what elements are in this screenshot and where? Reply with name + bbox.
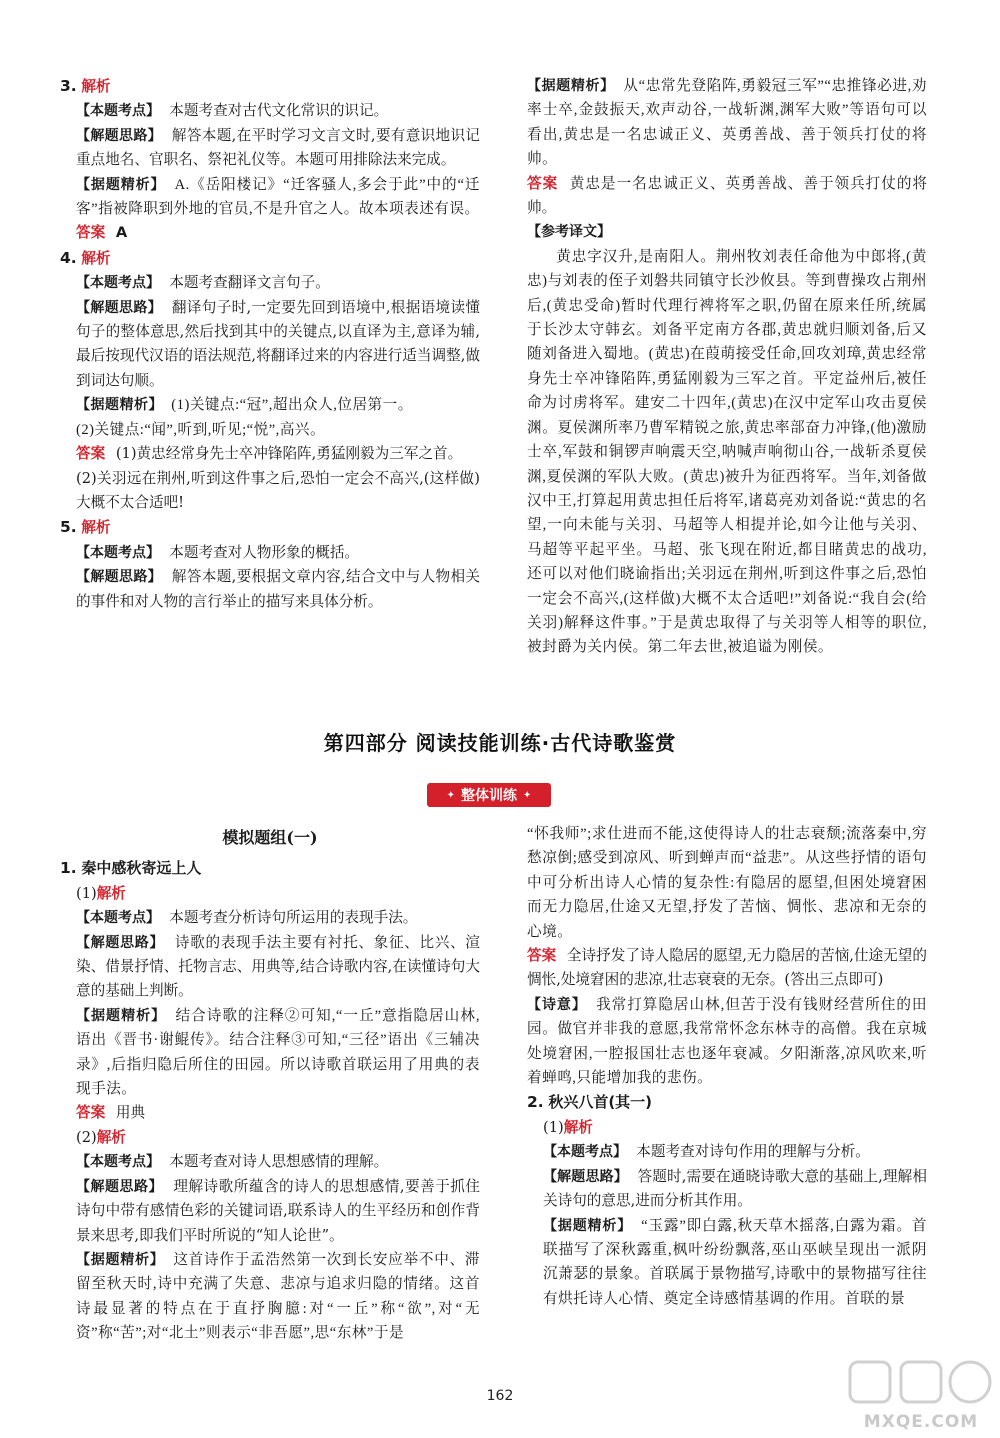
translation-text: 黄忠字汉升,是南阳人。荆州牧刘表任命他为中郎将,(黄忠)与刘表的侄子刘磐共同镇守长沙攸县。等到曹操攻占荆州后,(黄忠受命)暂时代理行裨将军之职,仍留在原来任所,统属于长沙太守韩玄。刘备平定南方各郡,黄忠就归顺刘备,后又随刘备进入蜀地。(黄忠)在葭萌接受任命,回攻刘璋,黄忠经常身先士卒冲锋陷阵,勇猛刚毅为三军之首。平定益州后,被任命为讨虏将军。建安二十四年,(黄忠)在汉中定军山攻击夏侯渊。夏侯渊所率乃曹军精锐之旅,黄忠率部奋力冲锋,(他)激励士卒,军鼓和铜锣声响震天空,呐喊声响彻山谷,一战斩杀夏侯渊,夏侯渊的军队大败。(黄忠)被升为征西将军。当年,刘备做汉中王,打算起用黄忠担任后将军,诸葛亮劝刘备说:“黄忠的名望,一向未能与关羽、马超等人相提并论,如今让他与关羽、马超等平起平坐。马超、张飞现在附近,都目睹黄忠的战功,还可以对他们晓谕指出;关羽远在荆州,听到这件事之后,恐怕一定会不高兴,(这样做)大概不太合适吧!”刘备说:“我自会(给关羽)解释这件事。”于是黄忠取得了与关羽等人相等的职位,被封爵为关内侯。第二年去世,被追谥为刚侯。 xyxy=(527,248,927,656)
p2-silu: 【解题思路】 答题时,需要在通晓诗歌大意的基础上,理解相关诗句的意思,进而分析其作用。 xyxy=(543,1167,927,1210)
q3-jingxi: 【据题精析】 A.《岳阳楼记》“迁客骚人,多会于此”中的“迁客”指被降职到外地的官员,不是升官之人。故本项表述有误。 xyxy=(76,176,481,218)
q4-heading: 4. 解析 xyxy=(60,248,111,267)
p1-sub2: (2)解析 xyxy=(76,1128,126,1146)
p1-silu2: 【解题思路】 理解诗歌所蕴含的诗人的思想感情,要善于抓住诗句中带有感情色彩的关键词语,联系诗人的生平经历和创作背景来思考,即我们平时所说的“知人论世”。 xyxy=(76,1177,480,1244)
diamond-icon: ✦ xyxy=(446,789,455,801)
p1-jingxi2-cont: “怀我师”;求仕进而不能,这使得诗人的壮志衰颓;流落秦中,穷愁凉倒;感受到凉风、听到蝉声而“益悲”。从这些抒情的语句中可分析出诗人心情的复杂性:有隐居的愿望,但困处境窘困而无力隐居,仕途又无望,抒发了苦恼、惆怅、悲凉和无奈的心境。 xyxy=(527,826,927,940)
banner-label: 整体训练 xyxy=(461,788,517,804)
q3-kaodian: 【本题考点】 本题考查对古代文化常识的识记。 xyxy=(76,102,389,120)
p2-kaodian: 【本题考点】 本题考查对诗句作用的理解与分析。 xyxy=(543,1143,870,1161)
p1-answer: 答案 用典 xyxy=(76,1104,146,1122)
q5-jingxi: 【据题精析】 从“忠常先登陷阵,勇毅冠三军”“忠推锋必进,劝率士卒,金鼓振天,欢声动谷,一战斩渊,渊军大败”等语句可以看出,黄忠是一名忠诚正义、英勇善战、善于领兵打仗的将帅。 xyxy=(527,78,928,168)
p2-jingxi: 【据题精析】 “玉露”即白露,秋天草木摇落,白露为霜。首联描写了深秋露重,枫叶纷纷飘落,巫山巫峡呈现出一派阴沉萧瑟的景象。首联属于景物描写,诗歌中的景物描写往往有烘托诗人心情、奠定全诗感情基调的作用。首联的景 xyxy=(543,1217,927,1307)
q3-answer: 答案 A xyxy=(76,224,128,242)
diamond-icon: ✦ xyxy=(523,789,532,801)
q4-answer-2: (2)关羽远在荆州,听到这件事之后,恐怕一定会不高兴,(这样做)大概不太合适吧! xyxy=(76,469,480,511)
q4-jingxi: 【据题精析】 (1)关键点:“冠”,超出众人,位居第一。 xyxy=(76,397,413,414)
group-title: 模拟题组(一) xyxy=(222,828,318,847)
p1-jingxi2: 【据题精析】 这首诗作于孟浩然第一次到长安应举不中、滞留至秋天时,诗中充满了失意、悲凉与追求归隐的情绪。这首诗最显著的特点在于直抒胸臆:对“一丘”称“欲”,对“无资”称“苦”;对“北土”则表示“非吾愿”,思“东林”于是 xyxy=(76,1251,480,1342)
page-number: 162 xyxy=(486,1388,514,1404)
watermark xyxy=(846,1356,996,1432)
q3-heading: 3. 解析 xyxy=(60,77,111,95)
watermark-text: MXQE.COM xyxy=(863,1412,979,1432)
p1-sub1: (1)解析 xyxy=(76,884,126,902)
right-column-bottom xyxy=(527,822,927,1311)
right-column-top xyxy=(527,74,927,660)
left-column-top xyxy=(60,74,480,614)
left-column-bottom xyxy=(60,822,480,1346)
p1-silu: 【解题思路】 诗歌的表现手法主要有衬托、象征、比兴、渲染、借景抒情、托物言志、用典等,结合诗歌内容,在读懂诗句大意的基础上判断。 xyxy=(76,933,481,1000)
section-banner xyxy=(427,783,551,807)
q4-answer: 答案 (1)黄忠经常身先士卒冲锋陷阵,勇猛刚毅为三军之首。 xyxy=(76,445,463,463)
q4-kaodian: 【本题考点】 本题考查翻译文言句子。 xyxy=(76,274,330,292)
q3-silu: 【解题思路】 解答本题,在平时学习文言文时,要有意识地识记重点地名、官职名、祭祀礼仪等。本题可用排除法来完成。 xyxy=(76,126,481,169)
p2-sub1: (1)解析 xyxy=(543,1118,593,1136)
p1-shiyi: 【诗意】 我常打算隐居山林,但苦于没有钱财经营所住的田园。做官并非我的意愿,我常常怀念东林寺的高僧。我在京城处境窘困,一腔报国壮志也逐年衰减。夕阳渐落,凉风吹来,听着蝉鸣,只能增加我的悲伤。 xyxy=(527,996,928,1087)
q5-silu: 【解题思路】 解答本题,要根据文章内容,结合文中与人物相关的事件和对人物的言行举止的描写来具体分析。 xyxy=(76,568,481,610)
p1-answer2: 答案 全诗抒发了诗人隐居的愿望,无力隐居的苦恼,仕途无望的惆怅,处境窘困的悲凉,壮志衰衰的无奈。(答出三点即可) xyxy=(527,947,927,989)
p2-heading: 2. 秋兴八首(其一) xyxy=(527,1093,653,1112)
q4-silu: 【解题思路】 翻译句子时,一定要先回到语境中,根据语境读懂句子的整体意思,然后找到其中的关键点,以直译为主,意译为辅,最后按现代汉语的语法规范,将翻译过来的内容进行适当调整,做到词达句顺。 xyxy=(76,298,481,389)
p1-heading: 1. 秦中感秋寄远上人 xyxy=(60,859,202,878)
translation-heading: 【参考译文】 xyxy=(527,224,611,241)
watermark-logo-icon xyxy=(846,1356,996,1410)
q5-kaodian: 【本题考点】 本题考查对人物形象的概括。 xyxy=(76,543,360,561)
p1-kaodian2: 【本题考点】 本题考查对诗人思想感情的理解。 xyxy=(76,1153,389,1171)
section-title: 第四部分 阅读技能训练·古代诗歌鉴赏 xyxy=(323,731,677,755)
p1-jingxi: 【据题精析】 结合诗歌的注释②可知,“一丘”意指隐居山林,语出《晋书·谢鲲传》。结合注释③可知,“三径”语出《三辅决录》,后指归隐后所住的田园。所以诗歌首联运用了用典的表现手法。 xyxy=(76,1007,481,1098)
q5-heading: 5. 解析 xyxy=(60,518,111,537)
q4-jingxi-2: (2)关键点:“闻”,听到,听见;“悦”,高兴。 xyxy=(76,421,326,438)
q5-answer: 答案 黄忠是一名忠诚正义、英勇善战、善于领兵打仗的将帅。 xyxy=(527,174,927,217)
p1-kaodian: 【本题考点】 本题考查分析诗句所运用的表现手法。 xyxy=(76,909,418,927)
